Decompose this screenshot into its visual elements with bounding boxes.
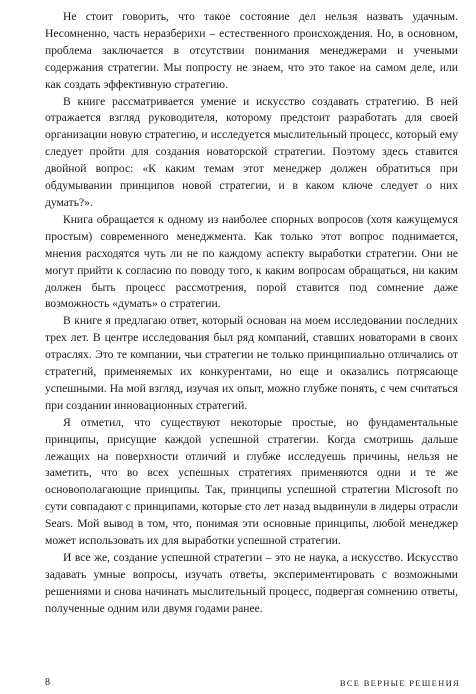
page-number: 8: [45, 677, 50, 688]
paragraph: Книга обращается к одному из наиболее спорных вопросов (хотя кажущемуся простым) современного менеджмента. Как только этот вопрос поднимается, мнения расходятся чуть ли не по каждому аспекту выработки стратегии. Они не могут прийти к согласию по поводу того, к каким вопросам обращаться, ни каким должен быть процесс рассмотрения, порой ставится под сомнение даже возможность «думать» о стратегии.: [45, 212, 458, 311]
paragraph: Я отметил, что существуют некоторые простые, но фундаментальные принципы, присущие каждой успешной стратегии. Когда смотришь дальше лежащих на поверхности отличий и глубже исследуешь причины, нельзя не заметить, что во всех успешных стратегиях применяются одни и те же основополагающие принципы. Так, принципы успешной стратегии Microsoft по сути совпадают с принципами, которые сто лет назад выдвинули в лидеры отрасли Sears. Мой вывод в том, что, понимая эти основные принципы, любой менеджер может использовать их для выработки успешной стратегии.: [45, 415, 458, 548]
paragraph: В книге рассматривается умение и искусство создавать стратегию. В ней отражается взгляд руководителя, которому предстоит разработать для своей организации новую стратегию, и исследуется мыслительный процесс, который ему следует пройти для создания новаторской стратегии. Поэтому здесь ставится двойной вопрос: «К каким темам этот менеджер должен обратиться при обдумывании принципов новой стратегии, и в каком ключе следует о них думать?».: [45, 94, 458, 209]
page-footer: [45, 676, 460, 690]
paragraph: В книге я предлагаю ответ, который основан на моем исследовании последних трех лет. В центре исследования был ряд компаний, ставших новаторами в своих отраслях. Это те компании, чьи стратегии не только принципиально отличались от стратегий, применяемых их конкурентами, но еще и оказались потрясающе успешными. На мой взгляд, изучая их опыт, можно глубже понять, с чем считаться при создании инновационных стратегий.: [45, 314, 458, 412]
body-text: [45, 9, 458, 618]
paragraph: Не стоит говорить, что такое состояние дел нельзя назвать удачным. Несомненно, часть неразберихи – естественного происхождения. Но, в основном, проблема заключается в отсутствии понимания менеджерами и учеными содержания стратегии. Мы попросту не знаем, что это такое на самом деле, или как создать эффективную стратегию.: [45, 10, 458, 91]
running-title: ВСЕ ВЕРНЫЕ РЕШЕНИЯ: [339, 678, 460, 688]
paragraph: И все же, создание успешной стратегии – это не наука, а искусство. Искусство задавать умные вопросы, изучать ответы, экспериментировать с возможными решениями и снова начинать мыслительный процесс, подвергая сомнению ответы, полученные одним или двумя годами ранее.: [45, 551, 458, 615]
